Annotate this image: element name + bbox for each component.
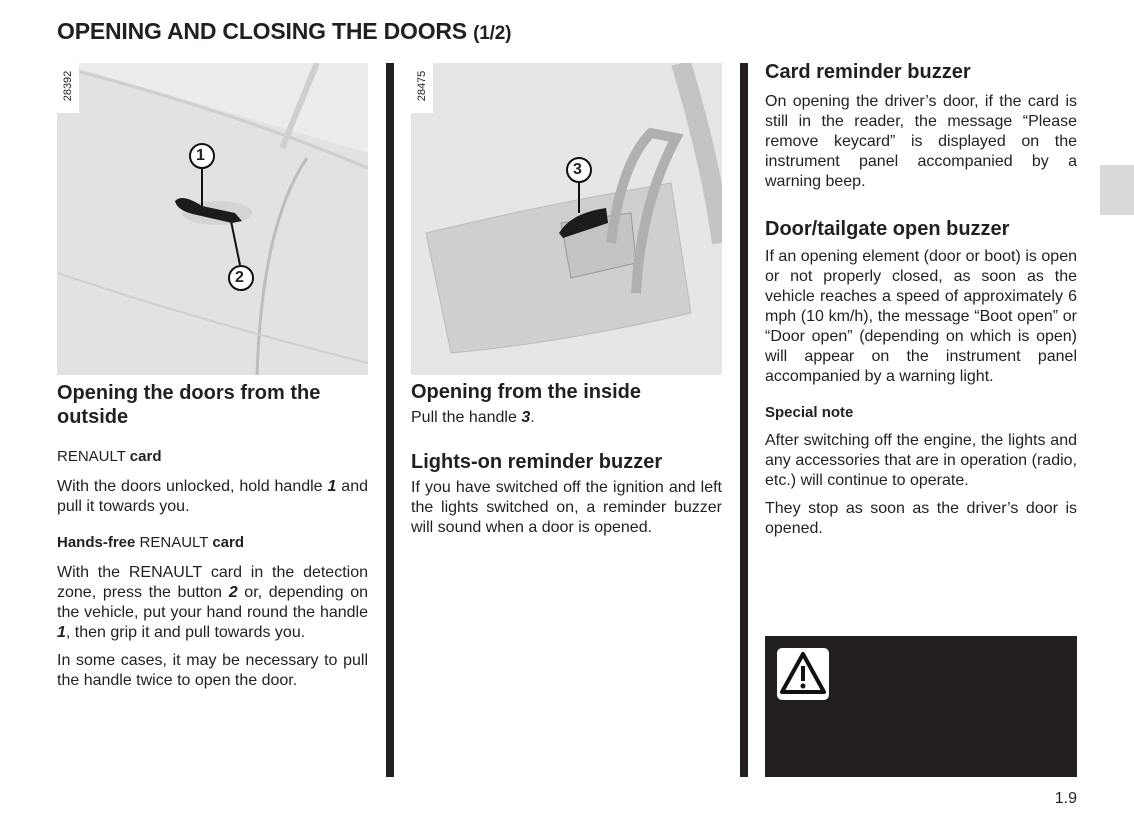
paragraph: With the doors unlocked, hold handle 1 and pull it towards you. [57,478,369,515]
subheading: Hands-free RENAULT card [57,534,245,551]
section-heading: Door/tailgate open buzzer [765,218,1010,240]
callout-2: 2 [235,269,244,286]
paragraph: In some cases, it may be necessary to pull the handle twice to open the door. [57,652,368,689]
title-text: OPENING AND CLOSING THE DOORS [57,18,467,44]
subheading: RENAULT card [57,448,162,465]
section-tab [1100,165,1134,215]
section-heading: Opening from the inside [411,381,642,403]
paragraph: On opening the driver’s door, if the card is still in the reader, the message “Please remove keycard” is displayed on the instrument panel accompanied by a warning beep. [765,93,1077,190]
page-title [57,18,511,45]
paragraph: If you have switched off the ignition and left the lights switched on, a reminder buzzer will sound when a door is opened. [411,479,722,536]
callout-1: 1 [196,147,205,164]
paragraph: After switching off the engine, the lights and any accessories that are in operation (radio, etc.) will continue to operate. [765,432,1077,489]
door-handle-illustration [57,63,368,375]
column-divider [740,63,748,777]
page-number: 1.9 [1054,790,1077,807]
figure-ref-number: 28475 [411,63,433,113]
column-2 [411,63,722,538]
callout-3: 3 [573,161,582,178]
inner-door-illustration [411,63,722,375]
paragraph: Pull the handle 3. [411,409,535,426]
figure-ref-number: 28392 [57,63,79,113]
warning-triangle-icon [777,648,829,700]
column-divider [386,63,394,777]
column-3 [765,60,1077,539]
paragraph: With the RENAULT card in the detection zone, press the button 2 or, depending on the vehicle, put your hand round the handle 1, then grip it and pull towards you. [57,564,368,641]
section-heading: Lights-on reminder buzzer [411,451,663,473]
warning-box [765,636,1077,777]
paragraph: If an opening element (door or boot) is open or not properly closed, as soon as the vehicle reaches a speed of approximately 6 mph (10 km/h), the message “Boot open” or “Door open” (depending on which is open) will appear on the instrument panel accompanied by a warning light. [765,248,1077,385]
section-heading: Card reminder buzzer [765,61,971,83]
paragraph: They stop as soon as the driver’s door is opened. [765,500,1077,537]
section-heading: Opening the doors from the outside [57,382,321,428]
title-part: (1/2) [473,23,512,44]
column-1 [57,63,368,691]
subheading: Special note [765,404,854,421]
